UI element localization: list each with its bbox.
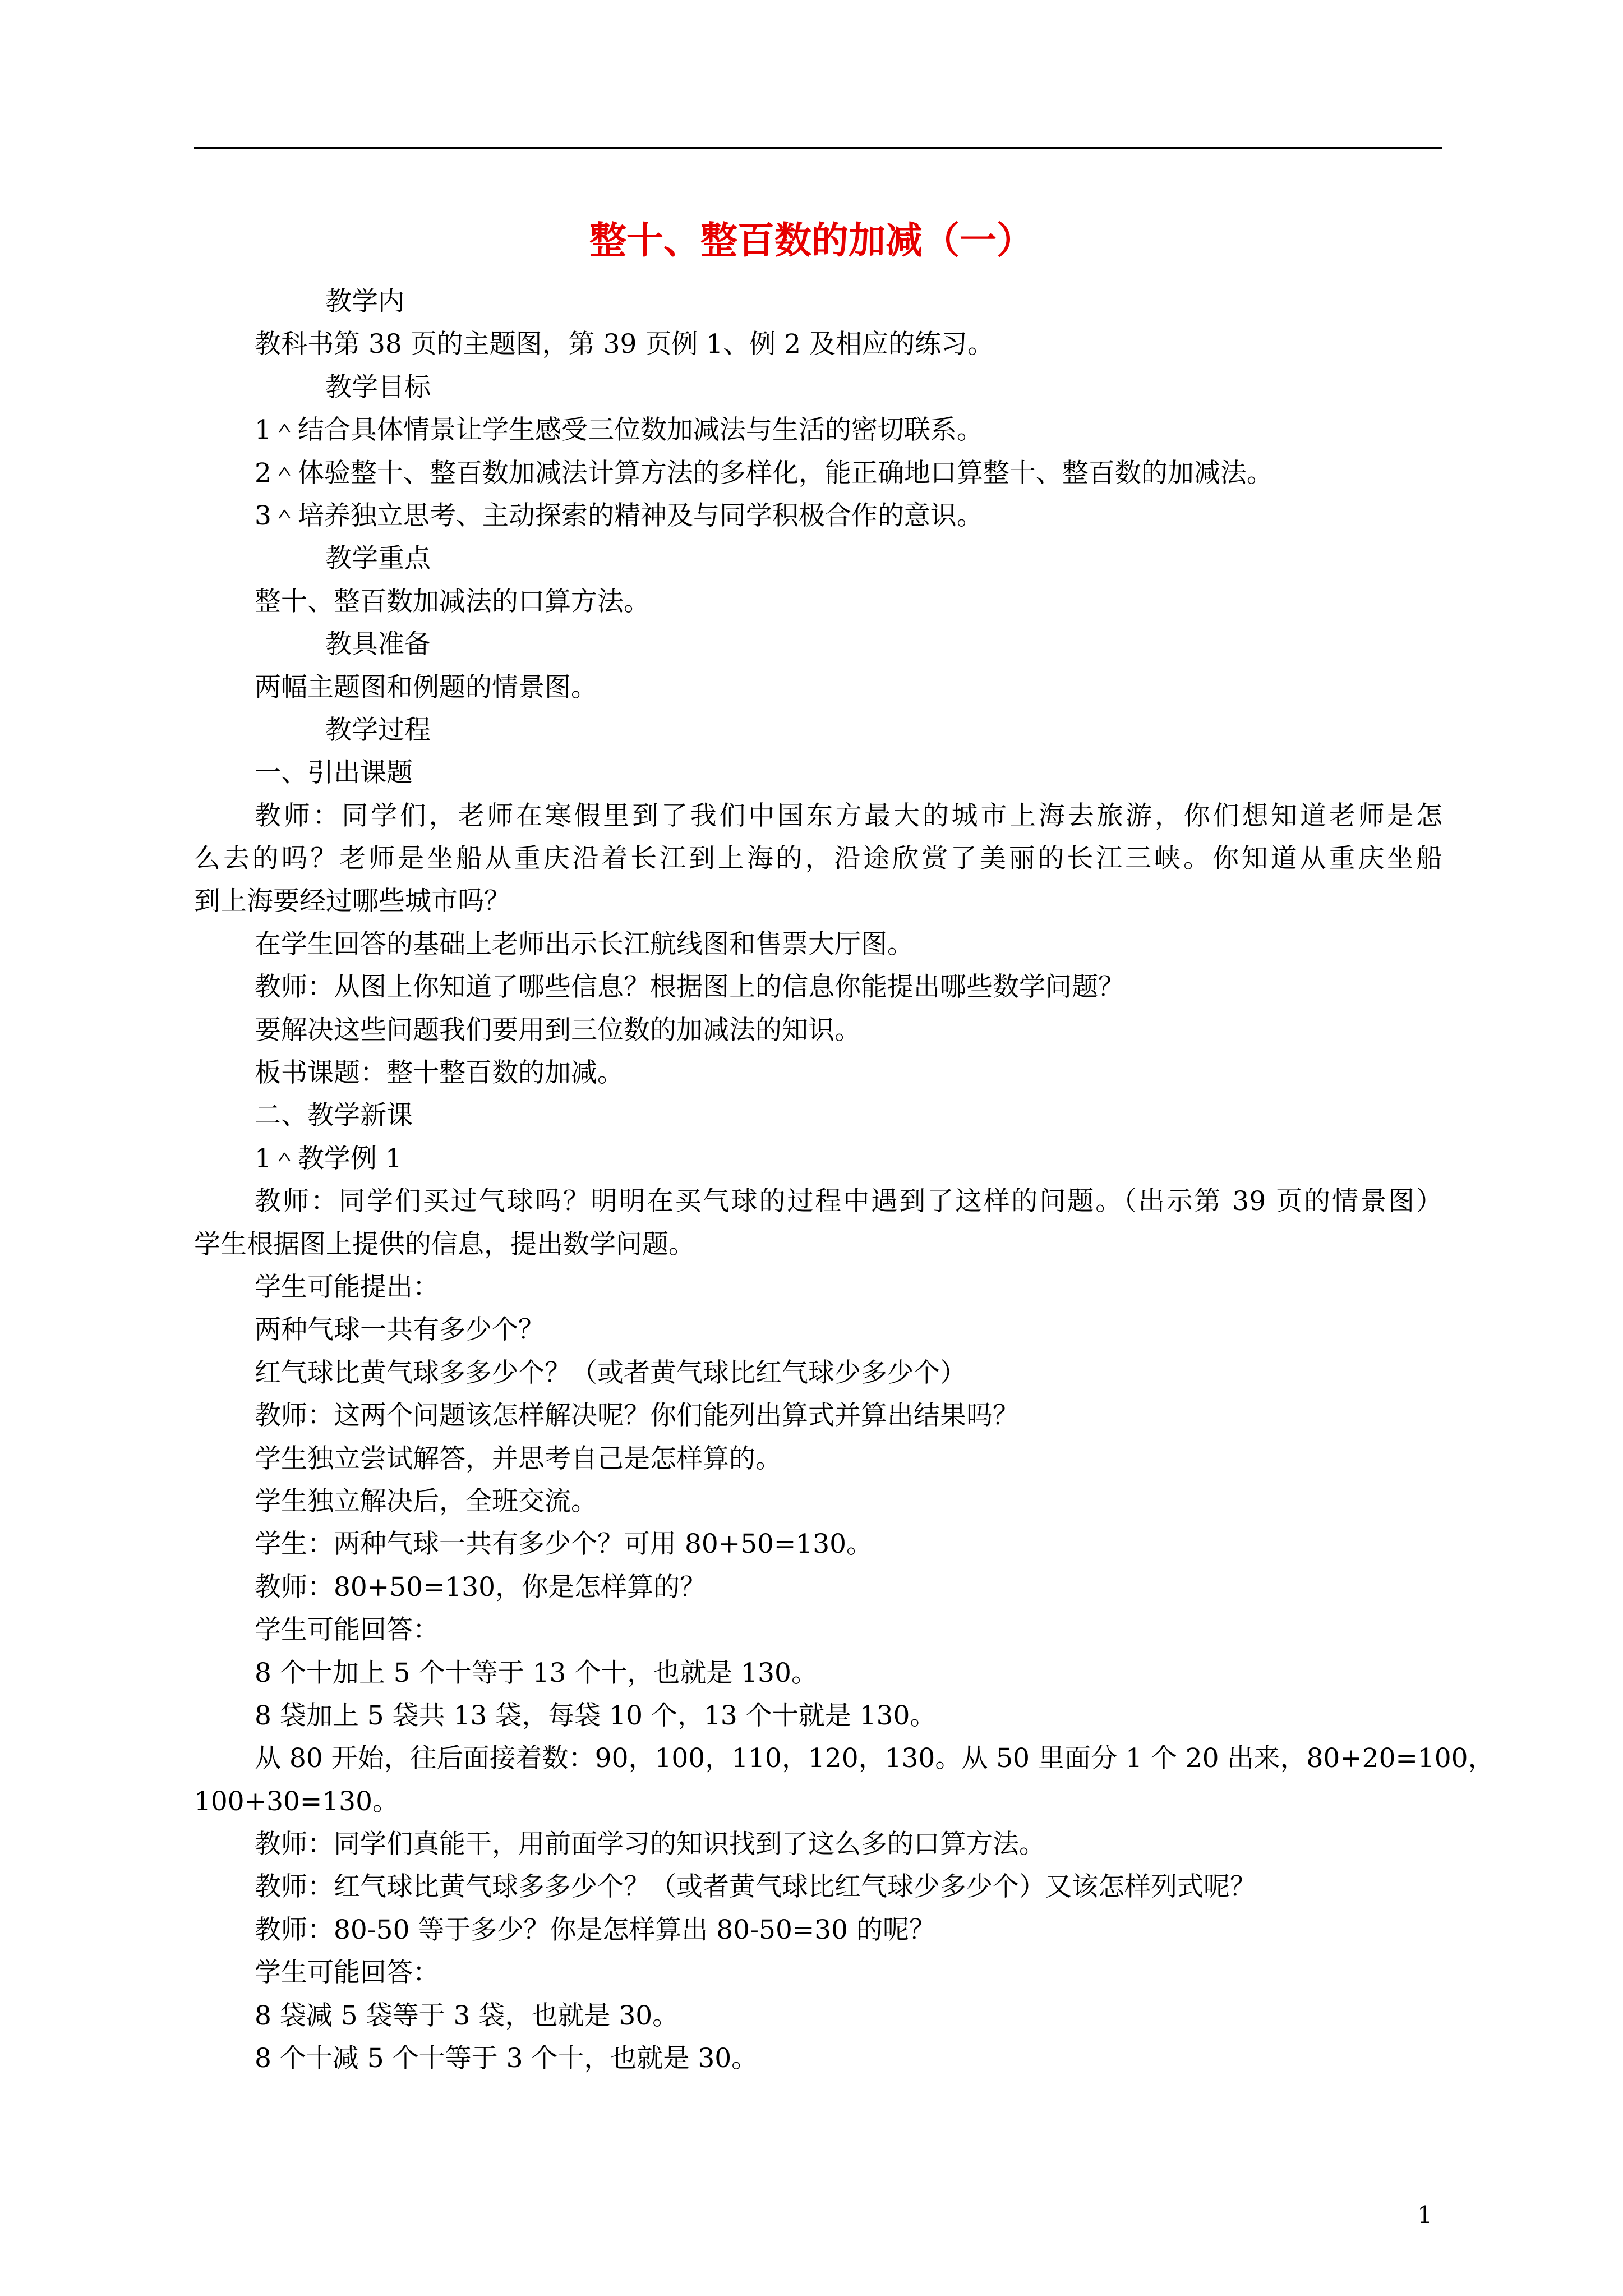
text-line: 8 个十加上 5 个十等于 13 个十，也就是 130。	[255, 1657, 818, 1688]
text-line: 教师：80+50=130，你是怎样算的？	[255, 1571, 707, 1603]
text-line: 学生独立尝试解答，并思考自己是怎样算的。	[255, 1443, 782, 1474]
text-line: 1＾结合具体情景让学生感受三位数加减法与生活的密切联系。	[255, 415, 983, 446]
text-line: 学生可能提出：	[255, 1271, 439, 1303]
text-line: 100+30=130。	[194, 1786, 399, 1817]
text-line: 两幅主题图和例题的情景图。	[255, 671, 597, 703]
text-line: 教师：同学们买过气球吗？明明在买气球的过程中遇到了这样的问题。（出示第 39 页的情景图）	[255, 1186, 1442, 1217]
text-line: 要解决这些问题我们要用到三位数的加减法的知识。	[255, 1014, 861, 1046]
text-line: 教学重点	[325, 543, 431, 574]
text-line: 从 80 开始，往后面接着数：90，100，110，120，130。从 50 里面分 1 个 20 出来，80+20=100，	[255, 1743, 1495, 1774]
text-line: 学生可能回答：	[255, 1957, 439, 1989]
text-line: 教师：这两个问题该怎样解决呢？你们能列出算式并算出结果吗？	[255, 1400, 1019, 1432]
text-line: 教学内	[325, 286, 404, 317]
text-line: 教具准备	[325, 629, 431, 660]
text-line: 学生可能回答：	[255, 1614, 439, 1646]
text-line: 整十、整百数加减法的口算方法。	[255, 586, 650, 617]
text-line: 8 个十减 5 个十等于 3 个十，也就是 30。	[255, 2043, 758, 2074]
text-line: 么去的吗？老师是坐船从重庆沿着长江到上海的，沿途欣赏了美丽的长江三峡。你知道从重庆坐船	[194, 843, 1442, 875]
text-line: 到上海要经过哪些城市吗？	[194, 886, 510, 917]
text-line: 教师：同学们，老师在寒假里到了我们中国东方最大的城市上海去旅游，你们想知道老师是怎	[255, 800, 1442, 831]
text-line: 教科书第 38 页的主题图，第 39 页例 1、例 2 及相应的练习。	[255, 329, 994, 360]
text-line: 二、教学新课	[255, 1100, 413, 1131]
document-body	[194, 280, 1495, 2080]
text-line: 2＾体验整十、整百数加减法计算方法的多样化，能正确地口算整十、整百数的加减法。	[255, 457, 1273, 489]
text-line: 8 袋减 5 袋等于 3 袋，也就是 30。	[255, 2000, 679, 2031]
text-line: 教学目标	[325, 371, 431, 403]
page-number: 1	[1417, 2201, 1432, 2229]
text-line: 学生：两种气球一共有多少个？可用 80+50=130。	[255, 1529, 873, 1560]
text-line: 在学生回答的基础上老师出示长江航线图和售票大厅图。	[255, 928, 914, 960]
text-line: 教师：80-50 等于多少？你是怎样算出 80-50=30 的呢？	[255, 1914, 935, 1945]
text-line: 红气球比黄气球多多少个？（或者黄气球比红气球少多少个）	[255, 1357, 966, 1388]
text-line: 3＾培养独立思考、主动探索的精神及与同学积极合作的意识。	[255, 500, 983, 531]
document-title: 整十、整百数的加减（一）	[589, 218, 1034, 262]
text-line: 教师：同学们真能干，用前面学习的知识找到了这么多的口算方法。	[255, 1829, 1045, 1860]
text-line: 学生根据图上提供的信息，提出数学问题。	[194, 1228, 695, 1260]
text-line: 教学过程	[325, 714, 431, 746]
text-line: 8 袋加上 5 袋共 13 袋，每袋 10 个，13 个十就是 130。	[255, 1700, 937, 1731]
text-line: 学生独立解决后，全班交流。	[255, 1485, 597, 1517]
text-line: 一、引出课题	[255, 757, 413, 789]
text-line: 教师：从图上你知道了哪些信息？根据图上的信息你能提出哪些数学问题？	[255, 972, 1124, 1003]
text-line: 板书课题：整十整百数的加减。	[255, 1057, 624, 1089]
text-line: 教师：红气球比黄气球多多少个？（或者黄气球比红气球少多少个）又该怎样列式呢？	[255, 1871, 1256, 1903]
header-rule	[194, 147, 1442, 149]
text-line: 1＾教学例 1	[255, 1143, 402, 1174]
text-line: 两种气球一共有多少个？	[255, 1314, 545, 1346]
